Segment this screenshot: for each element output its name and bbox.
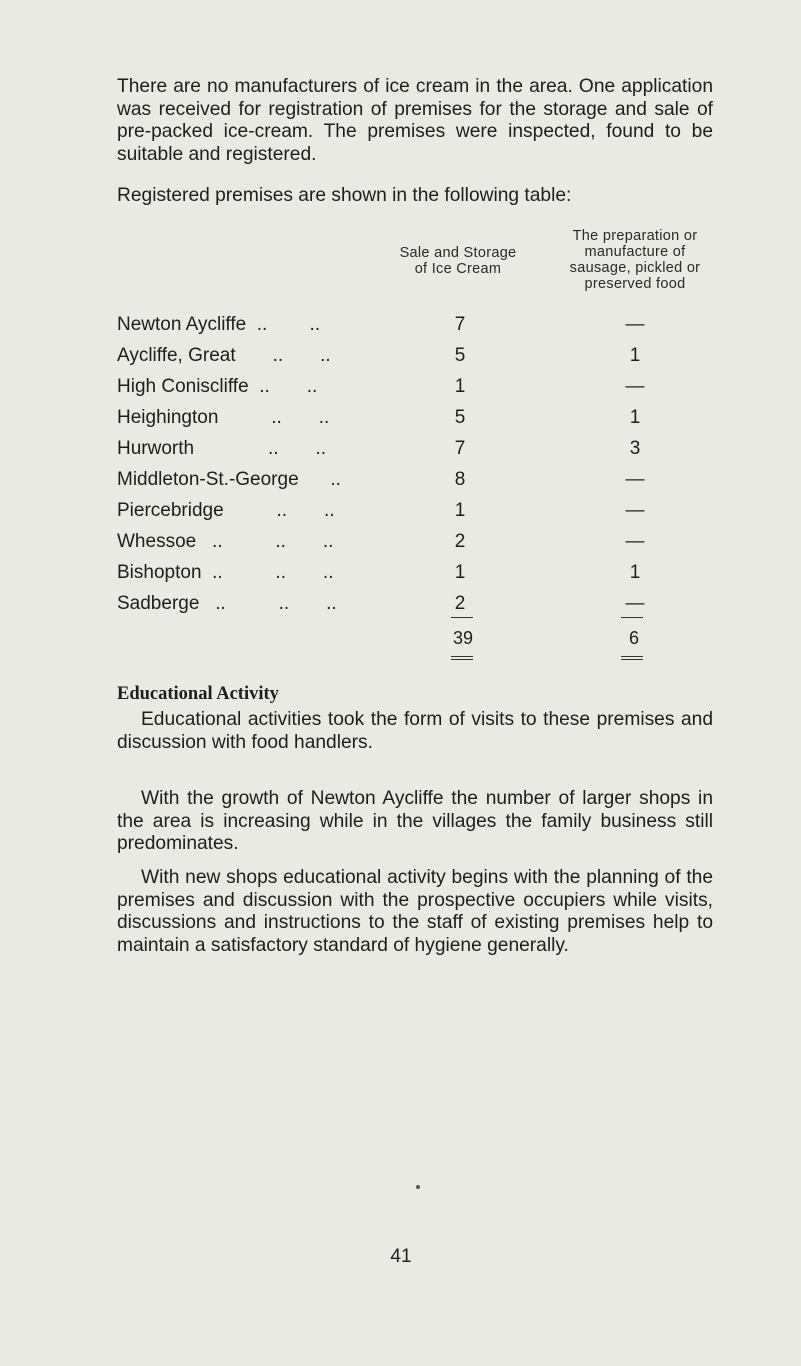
table-row xyxy=(0,593,801,619)
ice-cream-count: 7 xyxy=(454,438,466,459)
column-header-sausage-line1: The preparation or xyxy=(572,228,698,244)
premises-name: Newton Aycliffe .. .. xyxy=(117,314,321,335)
intro-paragraph: There are no manufacturers of ice cream in the area. One application was received for registration of premises for the storage and sale of pre-packed ice-cream. The premises were inspected, found to be suitable and registered. xyxy=(117,76,713,165)
premises-name: Piercebridge .. .. xyxy=(117,500,335,521)
total-double-rule-sausage-bottom xyxy=(621,659,643,660)
premises-name: Middleton-St.-George .. xyxy=(117,469,341,490)
section-heading: Educational Activity xyxy=(117,684,279,704)
table-row xyxy=(0,314,801,340)
sausage-count: — xyxy=(625,500,645,521)
column-header-sausage-line2: manufacture of xyxy=(584,244,686,260)
column-header-ice-line1: Sale and Storage xyxy=(399,245,517,261)
sausage-count: — xyxy=(625,469,645,490)
table-row xyxy=(0,469,801,495)
total-double-rule-sausage-top xyxy=(621,656,643,657)
table-row xyxy=(0,531,801,557)
column-header-ice-line2: of Ice Cream xyxy=(414,261,502,277)
table-row xyxy=(0,376,801,402)
sausage-count: — xyxy=(625,314,645,335)
premises-name: Bishopton .. .. .. xyxy=(117,562,334,583)
sausage-count: 1 xyxy=(629,345,641,366)
total-double-rule-ice-top xyxy=(451,656,473,657)
ice-cream-count: 2 xyxy=(454,531,466,552)
total-sausage: 6 xyxy=(628,628,639,648)
ice-cream-count: 5 xyxy=(454,407,466,428)
ice-cream-count: 8 xyxy=(454,469,466,490)
sausage-count: 1 xyxy=(629,562,641,583)
premises-name: High Coniscliffe .. .. xyxy=(117,376,318,397)
table-row xyxy=(0,500,801,526)
premises-name: Sadberge .. .. .. xyxy=(117,593,337,614)
column-header-sausage-line3: sausage, pickled or xyxy=(569,260,701,276)
subtotal-rule-ice xyxy=(451,617,473,618)
page-number: 41 xyxy=(390,1246,412,1267)
column-header-sausage xyxy=(540,228,730,292)
ice-cream-count: 1 xyxy=(454,376,466,397)
table-intro-line: Registered premises are shown in the following table: xyxy=(117,185,572,206)
premises-name: Hurworth .. .. xyxy=(117,438,327,459)
table-row xyxy=(0,438,801,464)
education-paragraph-1: Educational activities took the form of visits to these premises and discussion with food handlers. xyxy=(117,709,713,753)
sausage-count: — xyxy=(625,376,645,397)
premises-name: Whessoe .. .. .. xyxy=(117,531,334,552)
ice-cream-count: 5 xyxy=(454,345,466,366)
total-double-rule-ice-bottom xyxy=(451,659,473,660)
table-row xyxy=(0,562,801,588)
premises-name: Aycliffe, Great .. .. xyxy=(117,345,331,366)
ice-cream-count: 7 xyxy=(454,314,466,335)
sausage-count: 3 xyxy=(629,438,641,459)
premises-name: Heighington .. .. xyxy=(117,407,330,428)
subtotal-rule-sausage xyxy=(621,617,643,618)
ice-cream-count: 1 xyxy=(454,562,466,583)
print-speck xyxy=(416,1185,420,1189)
education-paragraph-2: With the growth of Newton Aycliffe the number of larger shops in the area is increasing while in the villages the family business still predominates. xyxy=(117,788,713,854)
column-header-ice-cream xyxy=(368,245,548,277)
sausage-count: 1 xyxy=(629,407,641,428)
ice-cream-count: 1 xyxy=(454,500,466,521)
table-row xyxy=(0,345,801,371)
total-ice-cream: 39 xyxy=(452,628,474,648)
ice-cream-count: 2 xyxy=(454,593,466,614)
education-paragraph-3: With new shops educational activity begins with the planning of the premises and discussion with the prospective occupiers while visits, discussions and instructions to the staff of existing premises help to maintain a satisfactory standard of hygiene generally. xyxy=(117,867,713,956)
sausage-count: — xyxy=(625,593,645,614)
table-row xyxy=(0,407,801,433)
sausage-count: — xyxy=(625,531,645,552)
column-header-sausage-line4: preserved food xyxy=(584,276,686,292)
